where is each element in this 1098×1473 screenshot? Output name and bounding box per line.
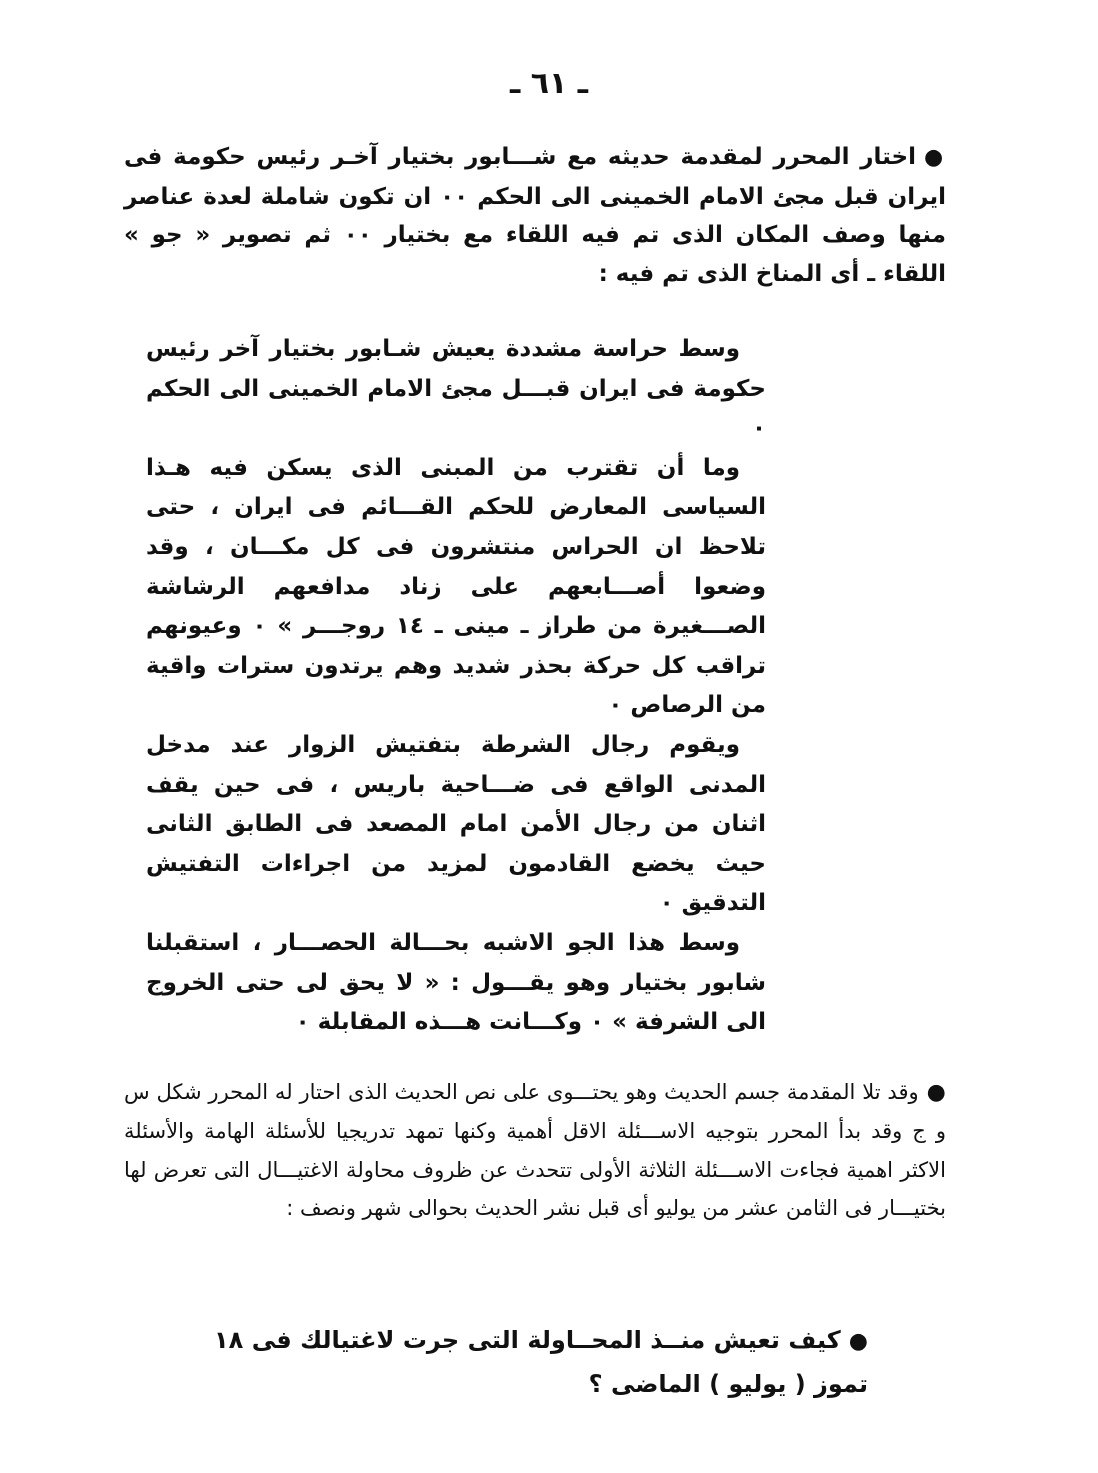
question-text: كيف تعيش منــذ المحــاولة التى جرت لاغتيالك فى ١٨ تموز ( يوليو ) الماضى ؟ bbox=[214, 1326, 868, 1398]
quote-paragraph: وسط حراسة مشددة يعيش شـابور بختيار آخر رئيس حكومة فى ايران قبـــل مجئ الامام الخمينى الى الحكم ٠ bbox=[146, 336, 766, 442]
quote-paragraph: وما أن تقترب من المبنى الذى يسكن فيه هـذا السياسى المعارض للحكم القـــائم فى ايران ، حتى تلاحظ ان الحراس منتشرون فى كل مكـــان ، وقد وضعوا أصـــابعهم على زناد مدافعهم الرشاشة الصـــغيرة من طراز ـ مينى ـ ١٤ روجـــر » ٠ وعيونهم تراقب كل حركة بحذر شديد وهم يرتدون سترات واقية من الرصاص ٠ bbox=[146, 454, 766, 719]
quote-paragraph: ويقوم رجال الشرطة بتفتيش الزوار عند مدخل المدنى الواقع فى ضـــاحية باريس ، فى حين يقف اثنان من رجال الأمن امام المصعد فى الطابق الثانى حيث يخضع القادمون لمزيد من اجراءات التفتيش التدقيق ٠ bbox=[146, 731, 766, 917]
bullet-icon: ● bbox=[848, 1329, 868, 1354]
interview-question bbox=[214, 1319, 868, 1405]
bullet-icon: ● bbox=[926, 1080, 946, 1105]
intro-paragraph bbox=[124, 138, 946, 293]
bullet-icon: ● bbox=[924, 145, 946, 170]
body-text: وقد تلا المقدمة جسم الحديث وهو يحتـــوى على نص الحديث الذى احتار له المحرر شكل س و ج وقد بدأ المحرر بتوجيه الاســـئلة الاقل أهمية وكنها تمهد تدريجيا للأسئلة الهامة والأسئلة الاكثر اهمية فجاءت الاســـئلة الثلاثة الأولى تتحدث عن ظروف محاولة الاغتيـــال التى تعرض لها بختيـــار فى الثامن عشر من يوليو أى قبل نشر الحديث بحوالى شهر ونصف : bbox=[124, 1080, 946, 1221]
body-paragraph bbox=[124, 1073, 946, 1228]
quoted-introduction bbox=[146, 330, 766, 1043]
page-number: ـ ٦١ ـ bbox=[509, 66, 589, 101]
intro-text: اختار المحرر لمقدمة حديثه مع شـــابور بختيار آخـر رئيس حكومة فى ايران قبل مجئ الامام الخمينى الى الحكم ٠٠ ان تكون شاملة لعدة عناصر منها وصف المكان الذى تم فيه اللقاء مع بختيار ٠٠ ثم تصوير « جو » اللقاء ـ أى المناخ الذى تم فيه : bbox=[124, 144, 947, 287]
quote-paragraph: وسط هذا الجو الاشبه بحـــالة الحصـــار ، استقبلنا شابور بختيار وهو يقـــول : « لا يحق لى حتى الخروج الى الشرفة » ٠ وكـــانت هـــذه المقابلة ٠ bbox=[146, 929, 766, 1036]
